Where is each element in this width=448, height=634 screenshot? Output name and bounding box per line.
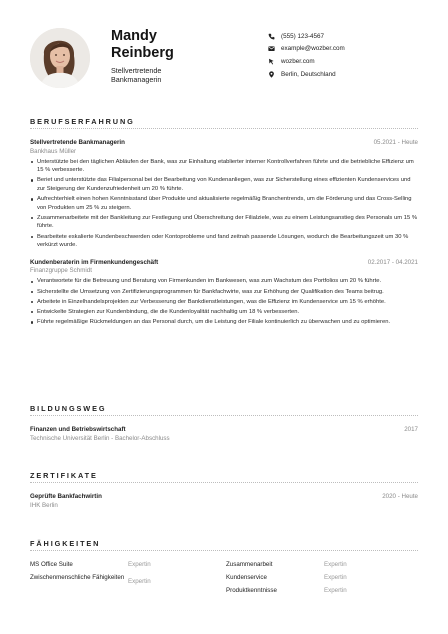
skill-level: Expertin xyxy=(128,561,151,568)
education-section xyxy=(30,403,418,442)
last-name: Reinberg xyxy=(111,45,174,61)
section-divider xyxy=(30,415,418,416)
company-name: Bankhaus Müller xyxy=(30,147,77,155)
skill-item xyxy=(30,574,226,600)
skill-item xyxy=(226,574,418,587)
skill-name: Kundenservice xyxy=(226,574,267,581)
skill-level: Expertin xyxy=(128,578,151,585)
job-title-line: Bankmanagerin xyxy=(111,75,162,84)
location-pin-icon xyxy=(268,71,275,78)
job-title xyxy=(111,66,221,84)
list-item: Aufrechterhielt einen hohen Kenntnisstand über Produkte und aktualisierte regelmäßig Branchentrends, um die Förderung und das Cross-Selling von Produkten um 25 % zu steigern. xyxy=(30,195,418,212)
certificate-name: Geprüfte Bankfachwirtin xyxy=(30,493,102,500)
list-item: Arbeitete in Einzelhandelsprojekten zur Verbesserung der Bankdienstleistungen, was die Effizienz im Kundenservice um 15 % erhöhte. xyxy=(30,298,418,307)
resume-header xyxy=(30,28,420,98)
school-name: Technische Universität Berlin - Bachelor-Abschluss xyxy=(30,434,170,442)
contact-text: example@wozber.com xyxy=(281,45,345,53)
skill-level: Expertin xyxy=(324,574,347,581)
profile-photo-icon xyxy=(30,28,90,88)
experience-section xyxy=(30,116,418,328)
experience-entry xyxy=(30,139,418,250)
avatar xyxy=(30,28,90,88)
skill-item xyxy=(30,561,226,574)
skill-name: MS Office Suite xyxy=(30,561,73,568)
section-divider xyxy=(30,550,418,551)
section-divider xyxy=(30,482,418,483)
job-title-line: Stellvertretende xyxy=(111,66,162,75)
phone-icon xyxy=(268,33,275,40)
experience-entry xyxy=(30,259,418,327)
list-item: Zusammenarbeitete mit der Bankleitung zur Festlegung und Überschreitung der Filialziele, was zu einem Leistungsanstieg des Personals um 15 % führte. xyxy=(30,214,418,231)
section-title: BILDUNGSWEG xyxy=(30,404,107,413)
section-title: FÄHIGKEITEN xyxy=(30,539,101,548)
certificate-entry xyxy=(30,493,418,509)
skill-name: Zusammenarbeit xyxy=(226,561,273,568)
contact-text: (555) 123-4567 xyxy=(281,32,325,40)
contact-location xyxy=(268,68,428,81)
position-title: Stellvertretende Bankmanagerin xyxy=(30,139,125,146)
company-name: Finanzgruppe Schmidt xyxy=(30,267,92,275)
list-item: Führte regelmäßige Rückmeldungen an das Personal durch, um die Leistung der Filiale kontinuierlich zu überwachen und zu optimieren. xyxy=(30,318,418,327)
entry-date: 05.2021 - Heute xyxy=(373,139,418,146)
skill-item xyxy=(226,561,418,574)
skill-level: Expertin xyxy=(324,587,347,594)
list-item: Sicherstellte die Umsetzung von Zertifizierungsprogrammen für Bankfachwirte, was zur Erhöhung der Qualifikation des Teams beitrug. xyxy=(30,288,418,297)
section-title: BERUFSERFAHRUNG xyxy=(30,117,135,126)
skill-item xyxy=(226,587,418,600)
contact-text: Berlin, Deutschland xyxy=(281,70,336,78)
certificate-issuer: IHK Berlin xyxy=(30,501,58,509)
skill-name: Zwischenmenschliche Fähigkeiten xyxy=(30,574,125,581)
contact-text: wozber.com xyxy=(281,57,315,65)
list-item: Verantwortete für die Betreuung und Beratung von Firmenkunden im Bankwesen, was zum Wachstum des Portfolios um 20 % führte. xyxy=(30,277,418,286)
skills-grid xyxy=(30,561,418,600)
achievement-list xyxy=(30,277,418,326)
certificates-section xyxy=(30,470,418,509)
degree-title: Finanzen und Betriebswirtschaft xyxy=(30,426,126,433)
list-item: Entwickelte Strategien zur Kundenbindung, die die Kundenloyalität nachhaltig um 18 % verbesserten. xyxy=(30,308,418,317)
entry-date: 2017 xyxy=(404,426,418,433)
contact-email[interactable] xyxy=(268,43,428,56)
skill-level: Expertin xyxy=(324,561,347,568)
contact-list xyxy=(268,30,428,80)
entry-date: 2020 - Heute xyxy=(382,493,418,500)
list-item: Unterstützte bei den täglichen Abläufen der Bank, was zur Einhaltung etablierter interner Kontrollverfahren führte und die betriebliche Effizienz um 15 % verbesserte. xyxy=(30,158,418,175)
section-title: ZERTIFIKATE xyxy=(30,471,98,480)
contact-website[interactable] xyxy=(268,55,428,68)
candidate-name xyxy=(111,28,174,62)
section-divider xyxy=(30,128,418,129)
list-item: Beriet und unterstützte das Filialpersonal bei der Bearbeitung von Kundenanliegen, was zur Sicherstellung eines effizienten Kundenservices und zur Steigerung der Kundenzufriedenheit um 20 % führte. xyxy=(30,176,418,193)
skills-section xyxy=(30,538,418,600)
envelope-icon xyxy=(268,45,275,52)
education-entry xyxy=(30,426,418,442)
first-name: Mandy xyxy=(111,28,157,44)
position-title: Kundenberaterin im Firmenkundengeschäft xyxy=(30,258,159,266)
list-item: Bearbeitete eskalierte Kundenbeschwerden oder Kontoprobleme und fand zeitnah passende Lösungen, wodurch die Bearbeitungszeit um 30 % verkürzt wurde. xyxy=(30,233,418,250)
contact-phone xyxy=(268,30,428,43)
skill-name: Produktkenntnisse xyxy=(226,587,277,594)
achievement-list xyxy=(30,158,418,250)
entry-date: 02.2017 - 04.2021 xyxy=(367,258,418,266)
link-icon xyxy=(268,58,275,65)
skill-column-group xyxy=(226,574,418,600)
